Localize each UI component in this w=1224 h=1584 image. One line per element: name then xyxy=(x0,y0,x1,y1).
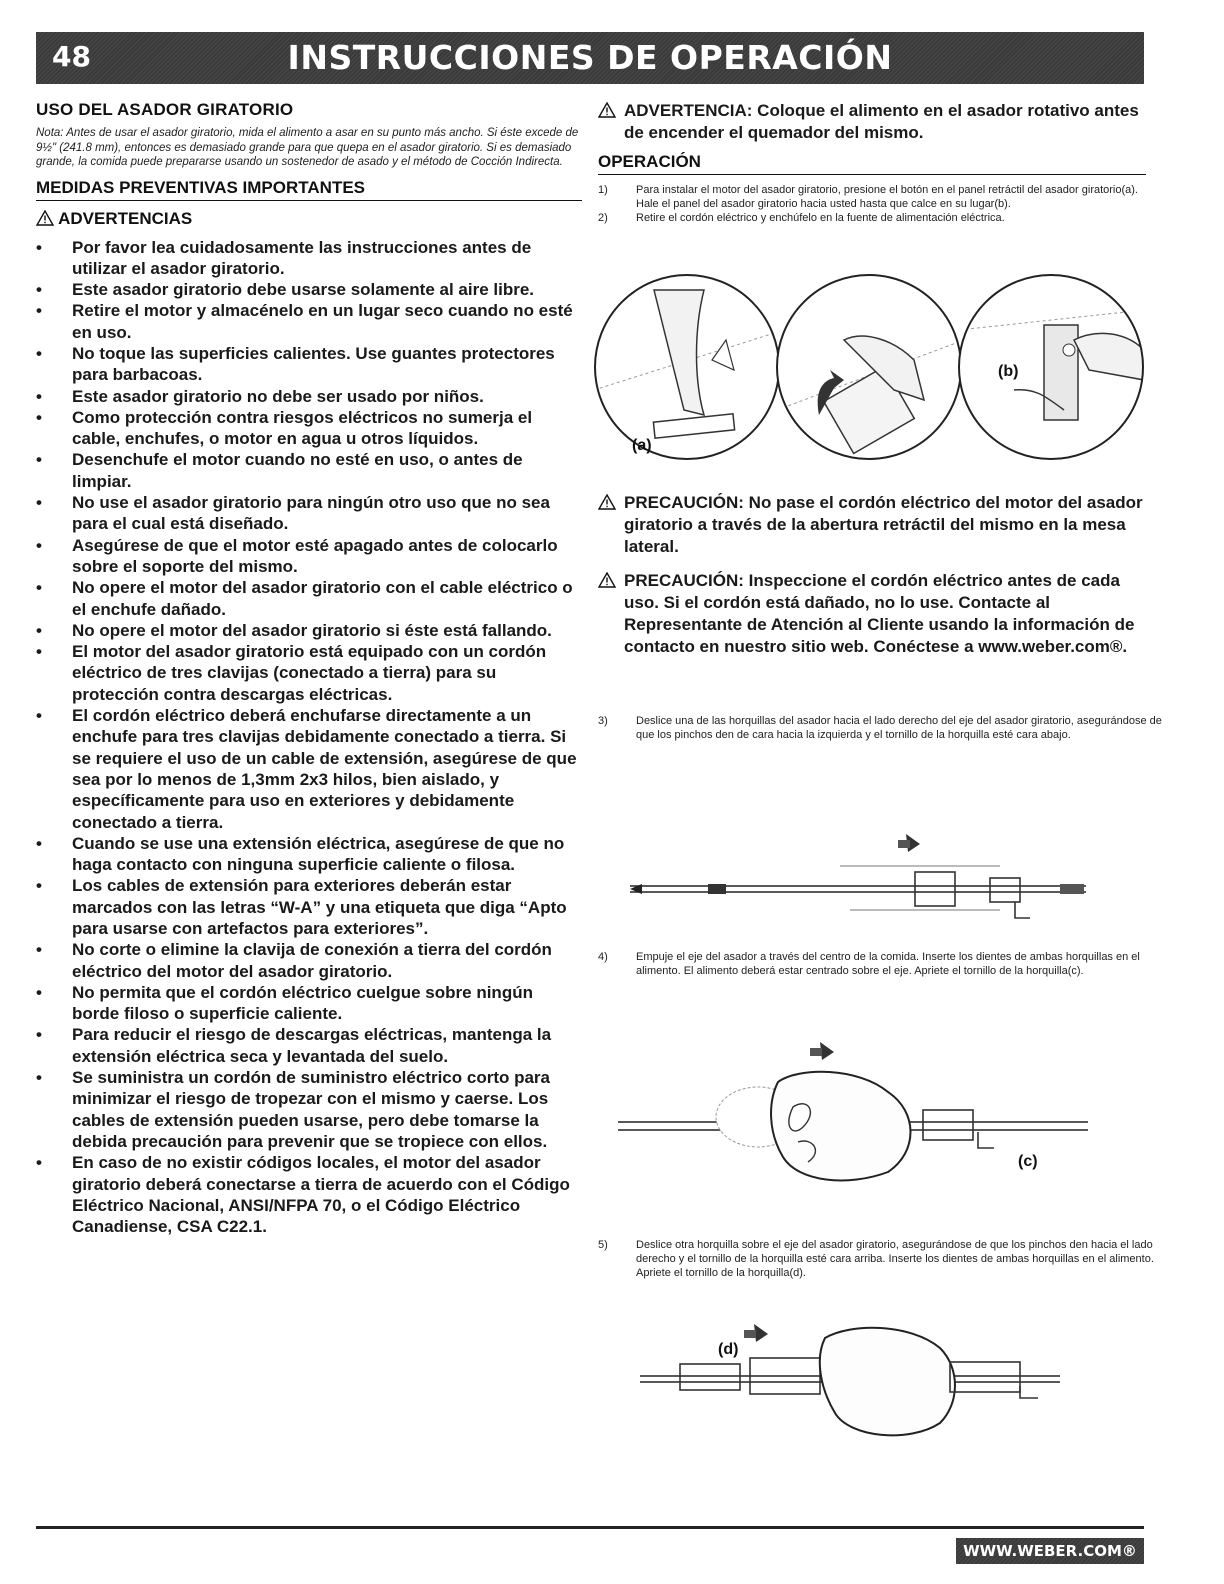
footer-rule xyxy=(36,1526,1144,1529)
list-item: • Por favor lea cuidadosamente las instrucciones antes de utilizar el asador giratorio. xyxy=(36,237,582,280)
list-item: • Este asador giratorio no debe ser usado por niños. xyxy=(36,386,582,407)
warning-triangle-icon xyxy=(36,210,54,226)
step-1 xyxy=(598,183,1146,211)
step-number: 4) xyxy=(598,951,608,963)
measurement-note: Nota: Antes de usar el asador giratorio, mida el alimento a asar en su punto más ancho. Si éste excede de 9½" (241.8 mm), entonces es demasiado grande para que quepa en el asador giratorio. Si es demasiado grande, la comida puede prepararse usando un sostenedor de asado y el método de Cocción Indirecta. xyxy=(36,127,579,168)
step-text: Deslice otra horquilla sobre el eje del asador giratorio, asegurándose de que los pinchos den hacia el lado derecho y el tornillo de la horquilla esté cara arriba. Inserte los dientes de ambas horquillas en el alimento. Apriete el tornillo de la horquilla(d). xyxy=(636,1239,1154,1279)
warnings-heading xyxy=(36,209,582,229)
footer-url[interactable]: WWW.WEBER.COM® xyxy=(956,1538,1144,1564)
list-item: • Desenchufe el motor cuando no esté en uso, o antes de limpiar. xyxy=(36,449,582,492)
page-title: INSTRUCCIONES DE OPERACIÓN xyxy=(287,38,893,77)
step-5 xyxy=(598,1238,1166,1280)
step-number: 3) xyxy=(598,715,608,727)
warning-triangle-icon xyxy=(598,572,616,588)
caution-2-text: PRECAUCIÓN: Inspeccione el cordón eléctrico antes de cada uso. Si el cordón está dañado, no lo use. Contacte al Representante de Atención al Cliente usando la información de contacto en nuestro sitio web. Conéctese a www.weber.com®. xyxy=(624,571,1135,656)
list-item: • Retire el motor y almacénelo en un lugar seco cuando no esté en uso. xyxy=(36,300,582,343)
figure-label-a: (a) xyxy=(632,437,652,454)
step-2 xyxy=(598,211,1146,225)
warning-triangle-icon xyxy=(598,494,616,510)
warning-top-text: ADVERTENCIA: Coloque el alimento en el asador rotativo antes de encender el quemador del mismo. xyxy=(624,101,1139,142)
list-item: • Para reducir el riesgo de descargas eléctricas, mantenga la extensión eléctrica seca y levantada del suelo. xyxy=(36,1024,582,1067)
spit-fork-figure xyxy=(620,826,1100,926)
list-item: • No opere el motor del asador giratorio con el cable eléctrico o el enchufe dañado. xyxy=(36,577,582,620)
right-column xyxy=(598,100,1146,225)
list-item: • En caso de no existir códigos locales, el motor del asador giratorio deberá conectarse a tierra de acuerdo con el Código Eléctrico Nacional, ANSI/NFPA 70, o el Código Eléctrico Canadiense, CSA C22.1. xyxy=(36,1152,582,1237)
caution-1-text: PRECAUCIÓN: No pase el cordón eléctrico del motor del asador giratorio a través de la abertura retráctil del mismo en la mesa lateral. xyxy=(624,493,1143,556)
step-text: Deslice una de las horquillas del asador hacia el lado derecho del eje del asador giratorio, asegurándose de que los pinchos den de cara hacia la izquierda y el tornillo de la horquilla esté cara abajo. xyxy=(636,715,1162,741)
list-item: • No use el asador giratorio para ningún otro uso que no sea para el cual está diseñado. xyxy=(36,492,582,535)
step-4 xyxy=(598,950,1166,978)
left-column xyxy=(36,100,582,1237)
direction-arrow-icon xyxy=(754,1324,768,1342)
list-item: • Los cables de extensión para exteriores deberán estar marcados con las letras “W-A” y una etiqueta que diga “Apto para usarse con artefactos para exteriores”. xyxy=(36,875,582,939)
figure-label-c: (c) xyxy=(1018,1153,1038,1170)
caution-1 xyxy=(598,492,1146,558)
list-item: • No opere el motor del asador giratorio si éste está fallando. xyxy=(36,620,582,641)
list-item: • El cordón eléctrico deberá enchufarse directamente a un enchufe para tres clavijas debidamente conectado a tierra. Si se requiere el uso de un cable de extensión, asegúrese de que sea por lo menos de 1,3mm 2x3 hilos, bien aislado, y específicamente para uso en exteriores y debidamente conectado a tierra. xyxy=(36,705,582,833)
direction-arrow-icon xyxy=(820,1042,834,1060)
list-item: • Asegúrese de que el motor esté apagado antes de colocarlo sobre el soporte del mismo. xyxy=(36,535,582,578)
step-number: 2) xyxy=(598,212,608,224)
warnings-list xyxy=(36,237,582,1238)
step-text: Para instalar el motor del asador giratorio, presione el botón en el panel retráctil del asador giratorio(a). Hale el panel del asador giratorio hacia usted hasta que calce en su lugar(b). xyxy=(636,184,1138,210)
list-item: • Cuando se use una extensión eléctrica, asegúrese de que no haga contacto con ninguna superficie caliente o filosa. xyxy=(36,833,582,876)
warning-triangle-icon xyxy=(598,102,616,118)
step-text: Retire el cordón eléctrico y enchúfelo en la fuente de alimentación eléctrica. xyxy=(636,212,1005,224)
second-fork-figure xyxy=(640,1318,1080,1448)
section-title-rotisserie: USO DEL ASADOR GIRATORIO xyxy=(36,100,294,119)
figure-label-d: (d) xyxy=(718,1341,739,1358)
section-title-precautions: MEDIDAS PREVENTIVAS IMPORTANTES xyxy=(36,178,582,201)
list-item: • No corte o elimine la clavija de conexión a tierra del cordón eléctrico del motor del asador giratorio. xyxy=(36,939,582,982)
list-item: • Este asador giratorio debe usarse solamente al aire libre. xyxy=(36,279,582,300)
chicken-spit-figure xyxy=(618,1032,1098,1182)
page-number: 48 xyxy=(52,40,91,73)
section-title-operation: OPERACIÓN xyxy=(598,152,1146,175)
caution-2 xyxy=(598,570,1146,658)
step-number: 1) xyxy=(598,184,608,196)
figure-label-b: (b) xyxy=(998,363,1019,380)
header-bar xyxy=(36,32,1144,84)
list-item: • Se suministra un cordón de suministro eléctrico corto para minimizar el riesgo de tropezar con el mismo y caerse. Los cables de extensión pueden usarse, pero debe tomarse la debida precaución para prevenir que se tropiece con ellos. xyxy=(36,1067,582,1152)
list-item: • No permita que el cordón eléctrico cuelgue sobre ningún borde filoso o superficie caliente. xyxy=(36,982,582,1025)
cautions xyxy=(598,492,1146,666)
warnings-heading-label: ADVERTENCIAS xyxy=(58,208,193,228)
list-item: • El motor del asador giratorio está equipado con un cordón eléctrico de tres clavijas (conectado a tierra) para su protección contra descargas eléctricas. xyxy=(36,641,582,705)
list-item: • No toque las superficies calientes. Use guantes protectores para barbacoas. xyxy=(36,343,582,386)
step-text: Empuje el eje del asador a través del centro de la comida. Inserte los dientes de ambas horquillas en el alimento. El alimento deberá estar centrado sobre el eje. Apriete el tornillo de la horquilla(c). xyxy=(636,951,1140,977)
step-3 xyxy=(598,714,1166,742)
motor-install-figure xyxy=(594,270,1154,470)
warning-top xyxy=(598,100,1146,144)
step-number: 5) xyxy=(598,1239,608,1251)
list-item: • Como protección contra riesgos eléctricos no sumerja el cable, enchufes, o motor en agua u otros líquidos. xyxy=(36,407,582,450)
